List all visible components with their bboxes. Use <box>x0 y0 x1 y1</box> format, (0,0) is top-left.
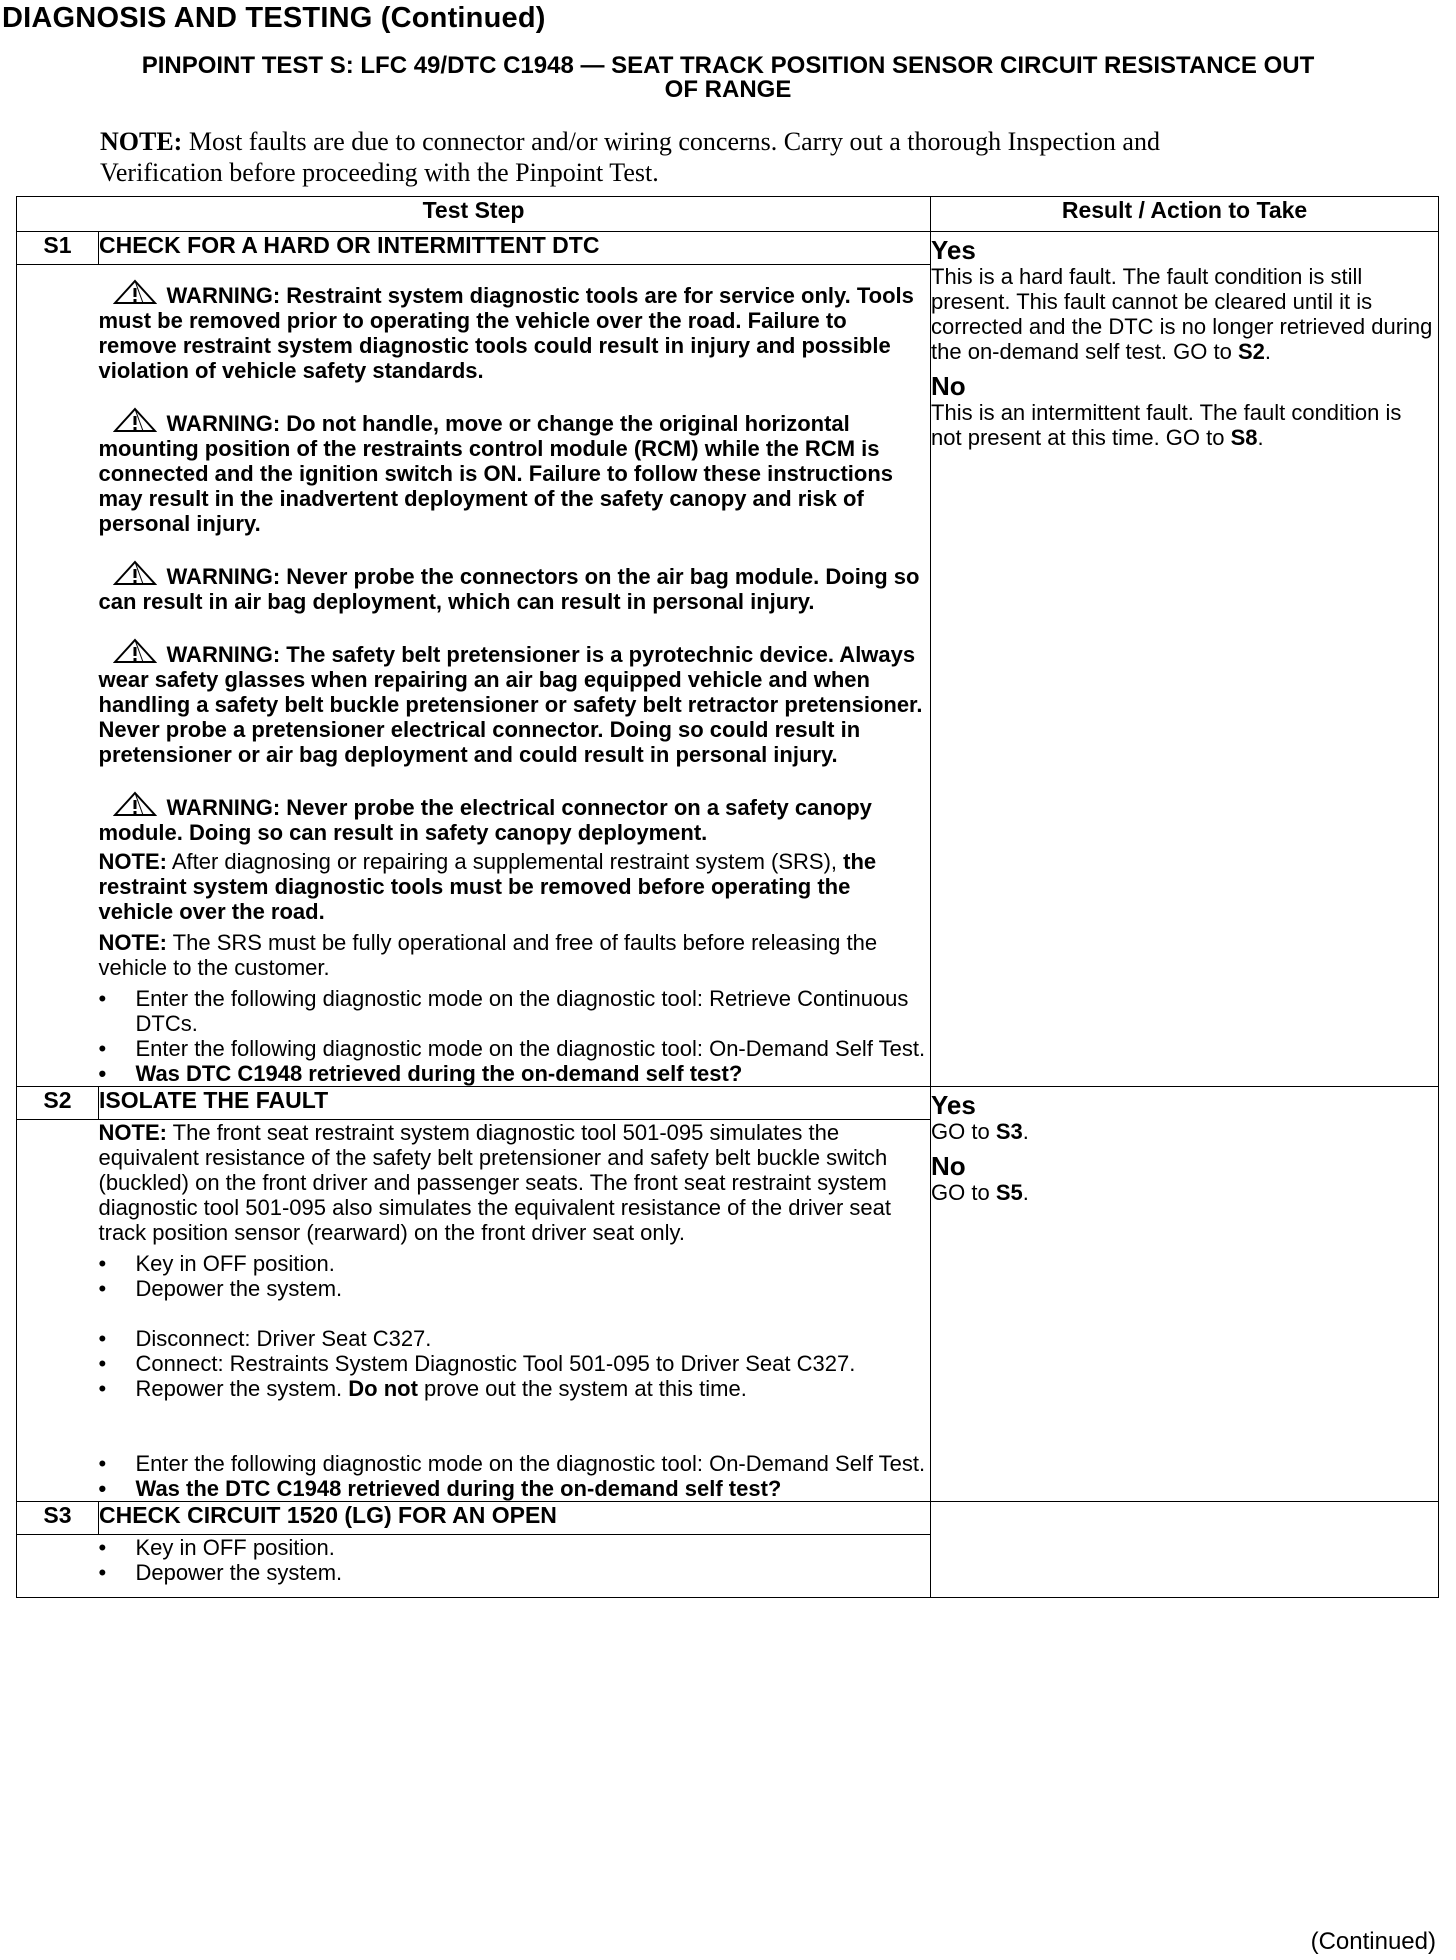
list-item: • Repower the system. Do not prove out the system at this time. <box>99 1376 931 1401</box>
step-s2-title: ISOLATE THE FAULT <box>99 1087 931 1120</box>
step-s2-title-row <box>17 1087 1439 1120</box>
s1-yes-text: This is a hard fault. The fault condition is still present. This fault cannot be cleared until it is corrected and the DTC is no longer retrieved during the on-demand self test. GO to S2. <box>931 264 1433 364</box>
list-item: • Connect: Restraints System Diagnostic Tool 501-095 to Driver Seat C327. <box>99 1351 931 1376</box>
step-s3-spacer <box>17 1535 99 1598</box>
step-s1-result <box>931 232 1439 1087</box>
warning-triangle-icon <box>113 279 157 305</box>
list-item: • Was DTC C1948 retrieved during the on-demand self test? <box>99 1061 931 1086</box>
s1-no-label: No <box>931 371 966 401</box>
page-title: DIAGNOSIS AND TESTING (Continued) <box>2 2 546 34</box>
s2-yes-text: GO to S3. <box>931 1119 1029 1144</box>
continued-label: (Continued) <box>1310 1928 1436 1955</box>
s2-step-list-c <box>99 1451 931 1501</box>
intro-note-text: Most faults are due to connector and/or wiring concerns. Carry out a thorough Inspection and Verification before proceeding with the Pinpoint Test. <box>100 127 1160 187</box>
step-s1-body <box>99 265 931 1087</box>
list-item: • Enter the following diagnostic mode on the diagnostic tool: On-Demand Self Test. <box>99 1036 931 1061</box>
s2-no-label: No <box>931 1151 966 1181</box>
s2-note: NOTE: The front seat restraint system diagnostic tool 501-095 simulates the equivalent resistance of the safety belt pretensioner and safety belt buckle switch (buckled) on the front driver and passenger seats. The front seat restraint system diagnostic tool 501-095 also simulates the equivalent resistance of the driver seat track position sensor (rearward) on the front driver seat only. <box>98 1120 891 1245</box>
list-item: • Depower the system. <box>99 1276 931 1301</box>
s2-yes-label: Yes <box>931 1090 976 1120</box>
step-s1-id: S1 <box>17 232 99 265</box>
warning-2: WARNING: Do not handle, move or change the original horizontal mounting position of the restraints control module (RCM) while the RCM is connected and the ignition switch is ON. Failure to follow these instructions may result in the inadvertent deployment of the safety canopy and risk of personal injury. <box>99 407 931 536</box>
warning-triangle-icon <box>113 560 157 586</box>
s1-no-goto: S8 <box>1230 425 1258 450</box>
s1-note-1: NOTE: After diagnosing or repairing a supplemental restraint system (SRS), the restraint system diagnostic tools must be removed before operating the vehicle over the road. <box>98 849 877 924</box>
warning-5: WARNING: Never probe the electrical connector on a safety canopy module. Doing so can result in safety canopy deployment. <box>99 791 931 845</box>
step-s2-result <box>931 1087 1439 1502</box>
s2-yes-goto: S3 <box>995 1119 1023 1144</box>
list-item: • Disconnect: Driver Seat C327. <box>99 1326 931 1351</box>
step-s3-title: CHECK CIRCUIT 1520 (LG) FOR AN OPEN <box>99 1502 931 1535</box>
s1-yes-label: Yes <box>931 235 976 265</box>
table-header-row <box>17 197 1439 232</box>
step-s2-id: S2 <box>17 1087 99 1120</box>
step-s3-body <box>99 1535 931 1598</box>
warning-triangle-icon <box>113 407 157 433</box>
s2-step-list-b <box>99 1326 931 1401</box>
list-item: • Depower the system. <box>99 1560 931 1585</box>
header-test-step: Test Step <box>17 197 931 232</box>
intro-note <box>100 126 1240 188</box>
s1-note-2: NOTE: The SRS must be fully operational and free of faults before releasing the vehicle to the customer. <box>98 930 878 980</box>
s1-no-text: This is an intermittent fault. The fault condition is not present at this time. GO to S8. <box>931 400 1402 450</box>
list-item: • Key in OFF position. <box>99 1535 931 1560</box>
list-item: • Key in OFF position. <box>99 1251 931 1276</box>
step-s1-spacer <box>17 265 99 1087</box>
step-s3-id: S3 <box>17 1502 99 1535</box>
s2-step-list-a <box>99 1251 931 1301</box>
s3-step-list <box>99 1535 931 1585</box>
warning-4: WARNING: The safety belt pretensioner is a pyrotechnic device. Always wear safety glasses when repairing an air bag equipped vehicle and when handling a safety belt buckle pretensioner or safety belt retractor pretensioner. Never probe a pretensioner electrical connector. Doing so could result in pretensioner or air bag deployment and could result in personal injury. <box>99 638 931 767</box>
warning-triangle-icon <box>113 638 157 664</box>
step-s1-title: CHECK FOR A HARD OR INTERMITTENT DTC <box>99 232 931 265</box>
s1-yes-goto: S2 <box>1237 339 1265 364</box>
warning-triangle-icon <box>113 791 157 817</box>
s2-no-goto: S5 <box>995 1180 1023 1205</box>
pinpoint-test-title <box>10 54 1446 102</box>
pinpoint-test-table <box>16 196 1439 1598</box>
list-item: • Enter the following diagnostic mode on the diagnostic tool: On-Demand Self Test. <box>99 1451 931 1476</box>
step-s3-result <box>931 1502 1439 1598</box>
warning-3: WARNING: Never probe the connectors on the air bag module. Doing so can result in air bag deployment, which can result in personal injury. <box>99 560 931 614</box>
list-item: • Was the DTC C1948 retrieved during the on-demand self test? <box>99 1476 931 1501</box>
list-item: • Enter the following diagnostic mode on the diagnostic tool: Retrieve Continuous DTCs. <box>99 986 931 1036</box>
step-s2-body <box>99 1120 931 1502</box>
step-s2-spacer <box>17 1120 99 1502</box>
s1-step-list <box>99 986 931 1086</box>
step-s3-title-row <box>17 1502 1439 1535</box>
header-result-action: Result / Action to Take <box>931 197 1439 232</box>
pinpoint-title-line1: PINPOINT TEST S: LFC 49/DTC C1948 — SEAT TRACK POSITION SENSOR CIRCUIT RESISTANCE OUT <box>141 52 1315 79</box>
warning-1: WARNING: Restraint system diagnostic tools are for service only. Tools must be removed prior to operating the vehicle over the road. Failure to remove restraint system diagnostic tools could result in injury and possible violation of vehicle safety standards. <box>99 279 931 383</box>
step-s1-title-row <box>17 232 1439 265</box>
intro-note-label: NOTE: <box>100 127 183 156</box>
pinpoint-title-line2: OF RANGE <box>664 76 792 103</box>
s2-no-text: GO to S5. <box>931 1180 1029 1205</box>
